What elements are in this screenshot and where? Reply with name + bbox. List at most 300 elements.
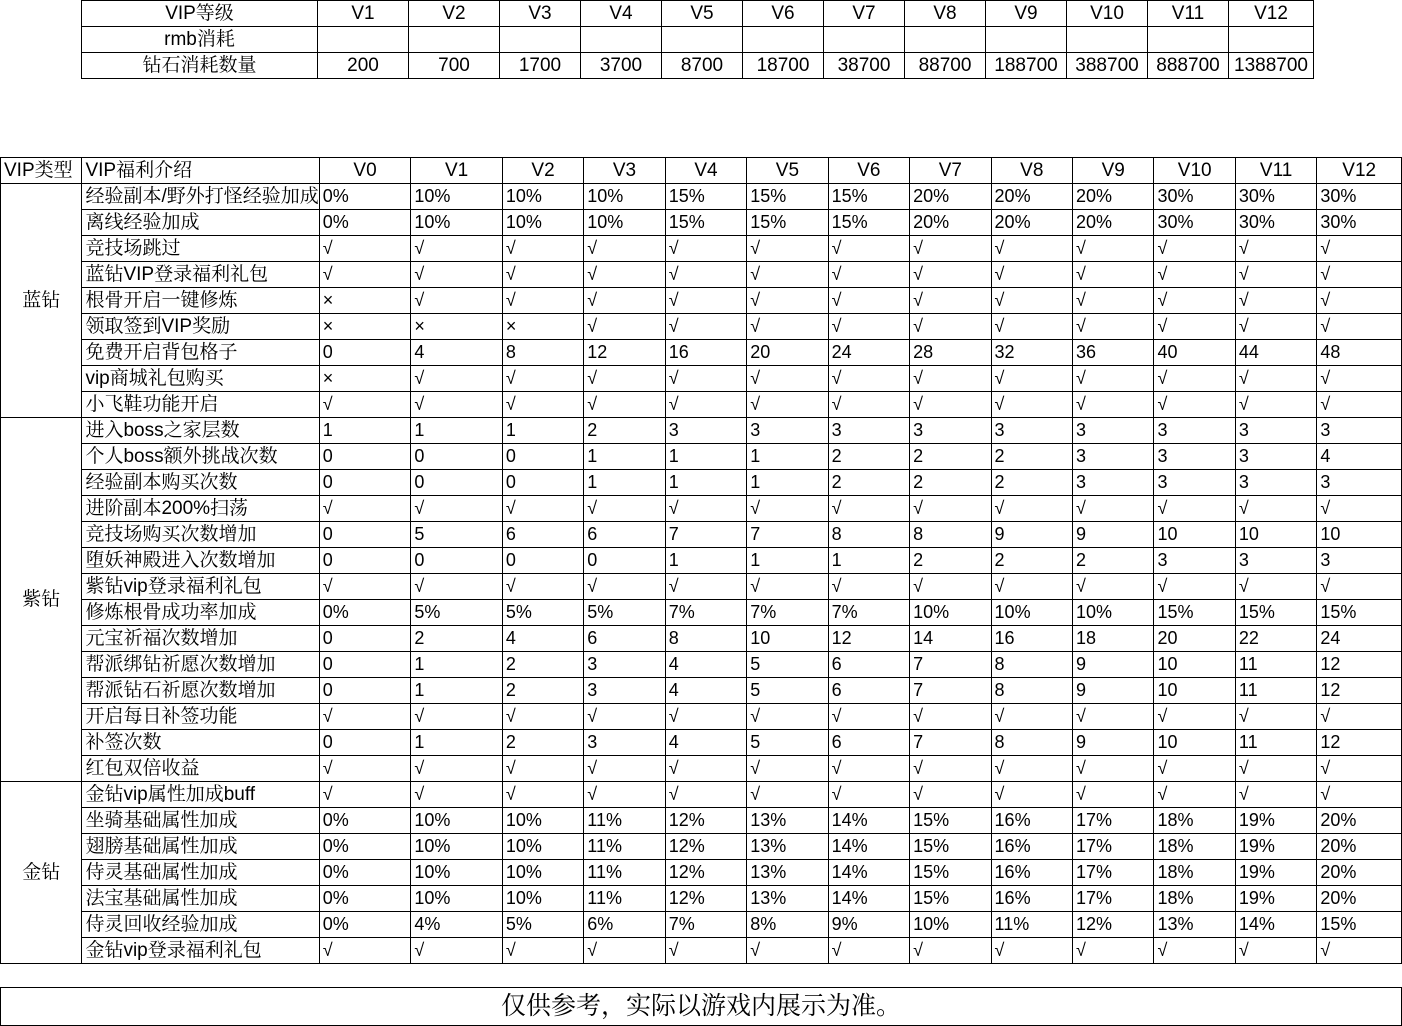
benefit-value: √ — [1073, 704, 1154, 730]
benefit-value: 10% — [1073, 600, 1154, 626]
benefit-row — [1, 756, 1402, 782]
benefit-value: 12 — [1317, 730, 1402, 756]
benefit-row — [1, 210, 1402, 236]
benefit-value: 3 — [1235, 418, 1316, 444]
benefit-value: 20% — [910, 184, 991, 210]
benefit-value: √ — [584, 756, 665, 782]
benefit-value: 3 — [584, 730, 665, 756]
cost-cell — [318, 27, 409, 53]
cost-cell: V1 — [318, 1, 409, 27]
benefit-value: 7% — [747, 600, 828, 626]
benefit-value: √ — [1154, 756, 1235, 782]
benefit-value: 0 — [319, 340, 411, 366]
benefit-value: √ — [910, 574, 991, 600]
benefit-row — [1, 782, 1402, 808]
cost-cell: 8700 — [662, 53, 743, 79]
benefit-value: √ — [1073, 314, 1154, 340]
benefit-value: √ — [747, 236, 828, 262]
benefit-value: 20% — [1073, 210, 1154, 236]
benefit-value: 3 — [1154, 548, 1235, 574]
benefit-value: √ — [910, 496, 991, 522]
benefit-value: √ — [747, 314, 828, 340]
benefit-value: √ — [1317, 574, 1402, 600]
benefit-row — [1, 522, 1402, 548]
benefit-value: 13% — [747, 834, 828, 860]
benefit-value: 28 — [910, 340, 991, 366]
benefit-value: √ — [411, 496, 503, 522]
cost-cell: 1388700 — [1229, 53, 1314, 79]
benefit-value: 13% — [1154, 912, 1235, 938]
cost-cell — [409, 27, 500, 53]
cost-cell: V8 — [905, 1, 986, 27]
benefit-value: √ — [1073, 756, 1154, 782]
benefit-header-row — [1, 158, 1402, 184]
benefit-value: 15% — [828, 184, 909, 210]
benefit-value: √ — [828, 574, 909, 600]
benefit-value: 3 — [828, 418, 909, 444]
benefit-value: 10% — [502, 886, 583, 912]
benefit-row — [1, 444, 1402, 470]
benefit-row — [1, 938, 1402, 964]
benefit-value: √ — [828, 262, 909, 288]
benefit-value: 3 — [584, 678, 665, 704]
benefit-name: 侍灵基础属性加成 — [82, 860, 319, 886]
benefit-value: 10% — [502, 210, 583, 236]
benefit-value: √ — [584, 262, 665, 288]
benefit-value: √ — [1073, 496, 1154, 522]
benefit-value: 30% — [1235, 184, 1316, 210]
benefit-value: √ — [319, 236, 411, 262]
benefit-value: 3 — [1154, 470, 1235, 496]
benefit-value: √ — [1235, 236, 1316, 262]
benefit-value: 3 — [1154, 444, 1235, 470]
benefit-value: 2 — [991, 444, 1072, 470]
benefit-value: 7% — [665, 600, 746, 626]
benefit-value: √ — [584, 496, 665, 522]
benefit-value: √ — [665, 392, 746, 418]
benefit-value: 5 — [747, 678, 828, 704]
cost-row — [82, 53, 1314, 79]
benefit-value: 12% — [665, 886, 746, 912]
header-level: V8 — [991, 158, 1072, 184]
benefit-row — [1, 288, 1402, 314]
header-level: V2 — [502, 158, 583, 184]
benefit-value: 30% — [1317, 210, 1402, 236]
benefit-value: √ — [1317, 756, 1402, 782]
benefit-value: 10% — [411, 860, 503, 886]
benefit-value: √ — [502, 756, 583, 782]
benefit-row — [1, 730, 1402, 756]
benefit-value: √ — [411, 938, 503, 964]
benefit-value: 12 — [1317, 652, 1402, 678]
benefit-row — [1, 340, 1402, 366]
benefit-name: 元宝祈福次数增加 — [82, 626, 319, 652]
benefit-value: 17% — [1073, 834, 1154, 860]
benefit-value: √ — [1317, 704, 1402, 730]
benefit-value: √ — [665, 756, 746, 782]
benefit-value: 9 — [1073, 678, 1154, 704]
benefit-value: × — [319, 288, 411, 314]
benefit-name: 红包双倍收益 — [82, 756, 319, 782]
benefit-value: 8 — [991, 678, 1072, 704]
benefit-value: √ — [991, 236, 1072, 262]
benefit-value: √ — [747, 782, 828, 808]
benefit-name: 补签次数 — [82, 730, 319, 756]
header-level: V6 — [828, 158, 909, 184]
header-level: V3 — [584, 158, 665, 184]
benefit-value: √ — [747, 574, 828, 600]
benefit-row — [1, 418, 1402, 444]
benefit-value: 3 — [1235, 548, 1316, 574]
benefit-row — [1, 678, 1402, 704]
benefit-value: √ — [584, 392, 665, 418]
benefit-value: 0 — [411, 444, 503, 470]
benefit-value: 0 — [411, 470, 503, 496]
cost-cell: V7 — [824, 1, 905, 27]
cost-cell: 700 — [409, 53, 500, 79]
benefit-value: 2 — [910, 548, 991, 574]
benefit-value: 15% — [828, 210, 909, 236]
benefit-value: 15% — [747, 210, 828, 236]
benefit-value: 2 — [502, 730, 583, 756]
benefit-value: 3 — [1073, 470, 1154, 496]
benefit-value: 10% — [502, 808, 583, 834]
cost-cell: V10 — [1067, 1, 1148, 27]
benefit-value: 0% — [319, 912, 411, 938]
vip-benefit-table — [0, 157, 1402, 964]
cost-cell: V12 — [1229, 1, 1314, 27]
benefit-value: 5 — [747, 652, 828, 678]
benefit-value: 1 — [502, 418, 583, 444]
benefit-value: 1 — [584, 470, 665, 496]
benefit-value: √ — [502, 366, 583, 392]
benefit-value: 10 — [1317, 522, 1402, 548]
benefit-value: 16% — [991, 860, 1072, 886]
cost-cell: 188700 — [986, 53, 1067, 79]
benefit-value: √ — [1073, 938, 1154, 964]
benefit-value: 11% — [584, 860, 665, 886]
benefit-value: 19% — [1235, 808, 1316, 834]
cost-cell: 88700 — [905, 53, 986, 79]
benefit-name: 进阶副本200%扫荡 — [82, 496, 319, 522]
benefit-value: √ — [1154, 366, 1235, 392]
benefit-value: 0% — [319, 834, 411, 860]
benefit-value: 10% — [411, 886, 503, 912]
benefit-value: √ — [747, 288, 828, 314]
benefit-value: 6% — [584, 912, 665, 938]
benefit-name: 离线经验加成 — [82, 210, 319, 236]
benefit-value: √ — [584, 938, 665, 964]
benefit-value: 12% — [665, 808, 746, 834]
benefit-value: 32 — [991, 340, 1072, 366]
cost-row — [82, 1, 1314, 27]
benefit-value: 20% — [991, 184, 1072, 210]
benefit-value: √ — [1317, 938, 1402, 964]
benefit-value: 12 — [584, 340, 665, 366]
benefit-value: 3 — [584, 652, 665, 678]
benefit-value: √ — [828, 496, 909, 522]
benefit-value: 3 — [910, 418, 991, 444]
benefit-row — [1, 392, 1402, 418]
benefit-value: 8 — [991, 730, 1072, 756]
benefit-value: 0 — [319, 678, 411, 704]
benefit-value: 3 — [1235, 470, 1316, 496]
benefit-value: √ — [1154, 938, 1235, 964]
benefit-value: √ — [910, 236, 991, 262]
benefit-name: 根骨开启一键修炼 — [82, 288, 319, 314]
benefit-name: 竞技场购买次数增加 — [82, 522, 319, 548]
benefit-name: 修炼根骨成功率加成 — [82, 600, 319, 626]
benefit-value: √ — [502, 704, 583, 730]
benefit-value: 11% — [584, 886, 665, 912]
benefit-value: √ — [665, 938, 746, 964]
benefit-value: 12% — [1073, 912, 1154, 938]
benefit-value: 9 — [1073, 652, 1154, 678]
header-level: V0 — [319, 158, 411, 184]
benefit-value: 0% — [319, 886, 411, 912]
benefit-value: 7 — [910, 678, 991, 704]
cost-cell — [662, 27, 743, 53]
benefit-value: 0 — [319, 548, 411, 574]
benefit-value: 0% — [319, 210, 411, 236]
benefit-value: √ — [747, 262, 828, 288]
benefit-name: 帮派绑钻祈愿次数增加 — [82, 652, 319, 678]
benefit-value: 4 — [665, 652, 746, 678]
benefit-value: 10% — [502, 834, 583, 860]
benefit-value: 13% — [747, 860, 828, 886]
benefit-value: √ — [502, 782, 583, 808]
benefit-value: 10% — [411, 210, 503, 236]
benefit-value: 30% — [1154, 184, 1235, 210]
benefit-value: √ — [584, 314, 665, 340]
vip-type-cell: 紫钻 — [1, 418, 82, 782]
benefit-value: 1 — [747, 470, 828, 496]
benefit-value: 30% — [1317, 184, 1402, 210]
benefit-value: 0% — [319, 860, 411, 886]
benefit-value: √ — [1154, 314, 1235, 340]
benefit-value: 3 — [991, 418, 1072, 444]
benefit-value: 1 — [584, 444, 665, 470]
benefit-value: 20% — [1317, 834, 1402, 860]
benefit-value: 10% — [910, 912, 991, 938]
benefit-value: √ — [828, 704, 909, 730]
benefit-row — [1, 834, 1402, 860]
benefit-value: √ — [411, 756, 503, 782]
benefit-value: 16% — [991, 808, 1072, 834]
benefit-row — [1, 808, 1402, 834]
benefit-value: √ — [1235, 314, 1316, 340]
cost-cell: 888700 — [1148, 53, 1229, 79]
benefit-value: 15% — [1235, 600, 1316, 626]
benefit-value: 10% — [991, 600, 1072, 626]
benefit-value: 4 — [665, 678, 746, 704]
benefit-value: 17% — [1073, 860, 1154, 886]
benefit-row — [1, 704, 1402, 730]
benefit-name: 法宝基础属性加成 — [82, 886, 319, 912]
benefit-value: 15% — [910, 860, 991, 886]
benefit-value: 14% — [828, 834, 909, 860]
benefit-value: √ — [1154, 236, 1235, 262]
cost-cell — [1148, 27, 1229, 53]
benefit-value: √ — [828, 314, 909, 340]
benefit-value: 10 — [1154, 730, 1235, 756]
benefit-value: 11% — [991, 912, 1072, 938]
benefit-value: 3 — [665, 418, 746, 444]
benefit-name: vip商城礼包购买 — [82, 366, 319, 392]
benefit-value: √ — [1317, 782, 1402, 808]
benefit-value: 18% — [1154, 834, 1235, 860]
benefit-value: √ — [1235, 574, 1316, 600]
benefit-value: 16 — [991, 626, 1072, 652]
benefit-name: 进入boss之家层数 — [82, 418, 319, 444]
benefit-value: 4% — [411, 912, 503, 938]
benefit-value: 15% — [665, 210, 746, 236]
benefit-value: 15% — [747, 184, 828, 210]
benefit-value: 9 — [1073, 730, 1154, 756]
benefit-value: 7 — [747, 522, 828, 548]
benefit-value: 14% — [828, 886, 909, 912]
benefit-value: 16 — [665, 340, 746, 366]
benefit-value: 10% — [411, 184, 503, 210]
benefit-value: 10% — [584, 210, 665, 236]
benefit-value: √ — [1235, 756, 1316, 782]
benefit-value: √ — [665, 366, 746, 392]
benefit-value: 0 — [502, 444, 583, 470]
cost-cell: V5 — [662, 1, 743, 27]
benefit-value: √ — [1317, 314, 1402, 340]
vip-cost-table — [81, 0, 1314, 79]
benefit-value: 10% — [502, 184, 583, 210]
benefit-value: 40 — [1154, 340, 1235, 366]
benefit-value: 10 — [1154, 652, 1235, 678]
benefit-value: 6 — [828, 730, 909, 756]
benefit-value: 11% — [584, 808, 665, 834]
benefit-value: √ — [1235, 496, 1316, 522]
cost-cell — [743, 27, 824, 53]
benefit-value: √ — [411, 574, 503, 600]
benefit-value: 20% — [1073, 184, 1154, 210]
header-level: V9 — [1073, 158, 1154, 184]
benefit-value: √ — [665, 288, 746, 314]
benefit-value: √ — [1235, 704, 1316, 730]
benefit-name: 领取签到VIP奖励 — [82, 314, 319, 340]
benefit-value: 1 — [747, 548, 828, 574]
benefit-value: 8% — [747, 912, 828, 938]
benefit-value: 17% — [1073, 808, 1154, 834]
benefit-value: √ — [828, 366, 909, 392]
benefit-value: 9 — [1073, 522, 1154, 548]
benefit-value: 7% — [828, 600, 909, 626]
benefit-value: 24 — [828, 340, 909, 366]
header-level: V7 — [910, 158, 991, 184]
benefit-value: √ — [991, 574, 1072, 600]
benefit-value: 3 — [1317, 418, 1402, 444]
benefit-value: 2 — [991, 470, 1072, 496]
benefit-value: 15% — [1154, 600, 1235, 626]
benefit-value: 4 — [665, 730, 746, 756]
benefit-value: √ — [910, 756, 991, 782]
benefit-value: √ — [1154, 392, 1235, 418]
benefit-value: √ — [991, 288, 1072, 314]
cost-cell: 388700 — [1067, 53, 1148, 79]
benefit-value: √ — [910, 392, 991, 418]
benefit-value: 10% — [910, 600, 991, 626]
benefit-value: √ — [910, 938, 991, 964]
benefit-row — [1, 574, 1402, 600]
benefit-value: 3 — [747, 418, 828, 444]
benefit-value: √ — [910, 366, 991, 392]
benefit-value: 12% — [665, 860, 746, 886]
benefit-value: √ — [411, 392, 503, 418]
benefit-value: √ — [991, 704, 1072, 730]
benefit-value: √ — [319, 496, 411, 522]
benefit-value: √ — [1073, 392, 1154, 418]
benefit-value: √ — [747, 496, 828, 522]
benefit-value: √ — [411, 288, 503, 314]
benefit-value: 17% — [1073, 886, 1154, 912]
vip-type-cell: 蓝钻 — [1, 184, 82, 418]
benefit-value: √ — [411, 262, 503, 288]
benefit-value: 1 — [411, 730, 503, 756]
benefit-value: 0 — [319, 652, 411, 678]
benefit-value: 4 — [1317, 444, 1402, 470]
benefit-value: 2 — [502, 652, 583, 678]
benefit-value: 0% — [319, 184, 411, 210]
benefit-value: 4 — [411, 340, 503, 366]
cost-cell: V3 — [500, 1, 581, 27]
benefit-value: √ — [584, 782, 665, 808]
header-level: V4 — [665, 158, 746, 184]
benefit-value: √ — [665, 314, 746, 340]
benefit-value: 5% — [411, 600, 503, 626]
benefit-value: × — [319, 314, 411, 340]
benefit-value: √ — [411, 236, 503, 262]
benefit-name: 翅膀基础属性加成 — [82, 834, 319, 860]
benefit-value: 4 — [502, 626, 583, 652]
benefit-value: × — [319, 366, 411, 392]
header-benefit: VIP福利介绍 — [82, 158, 319, 184]
benefit-value: √ — [584, 236, 665, 262]
benefit-row — [1, 314, 1402, 340]
benefit-value: 10 — [1154, 522, 1235, 548]
cost-cell: V11 — [1148, 1, 1229, 27]
benefit-value: √ — [1073, 236, 1154, 262]
benefit-value: 30% — [1154, 210, 1235, 236]
benefit-value: 0 — [411, 548, 503, 574]
benefit-value: 18% — [1154, 808, 1235, 834]
benefit-name: 侍灵回收经验加成 — [82, 912, 319, 938]
benefit-value: 0 — [502, 470, 583, 496]
benefit-value: √ — [502, 938, 583, 964]
benefit-value: 1 — [665, 470, 746, 496]
benefit-value: 15% — [910, 886, 991, 912]
benefit-value: 10 — [747, 626, 828, 652]
benefit-value: 11% — [584, 834, 665, 860]
benefit-value: √ — [411, 782, 503, 808]
benefit-name: 帮派钻石祈愿次数增加 — [82, 678, 319, 704]
benefit-value: 10% — [584, 184, 665, 210]
benefit-value: √ — [1073, 782, 1154, 808]
benefit-value: √ — [1154, 262, 1235, 288]
benefit-value: 2 — [991, 548, 1072, 574]
header-level: V12 — [1317, 158, 1402, 184]
benefit-value: √ — [502, 288, 583, 314]
cost-row-label: VIP等级 — [82, 1, 318, 27]
benefit-value: √ — [502, 236, 583, 262]
benefit-value: √ — [1073, 262, 1154, 288]
benefit-value: √ — [1317, 392, 1402, 418]
benefit-name: 免费开启背包格子 — [82, 340, 319, 366]
